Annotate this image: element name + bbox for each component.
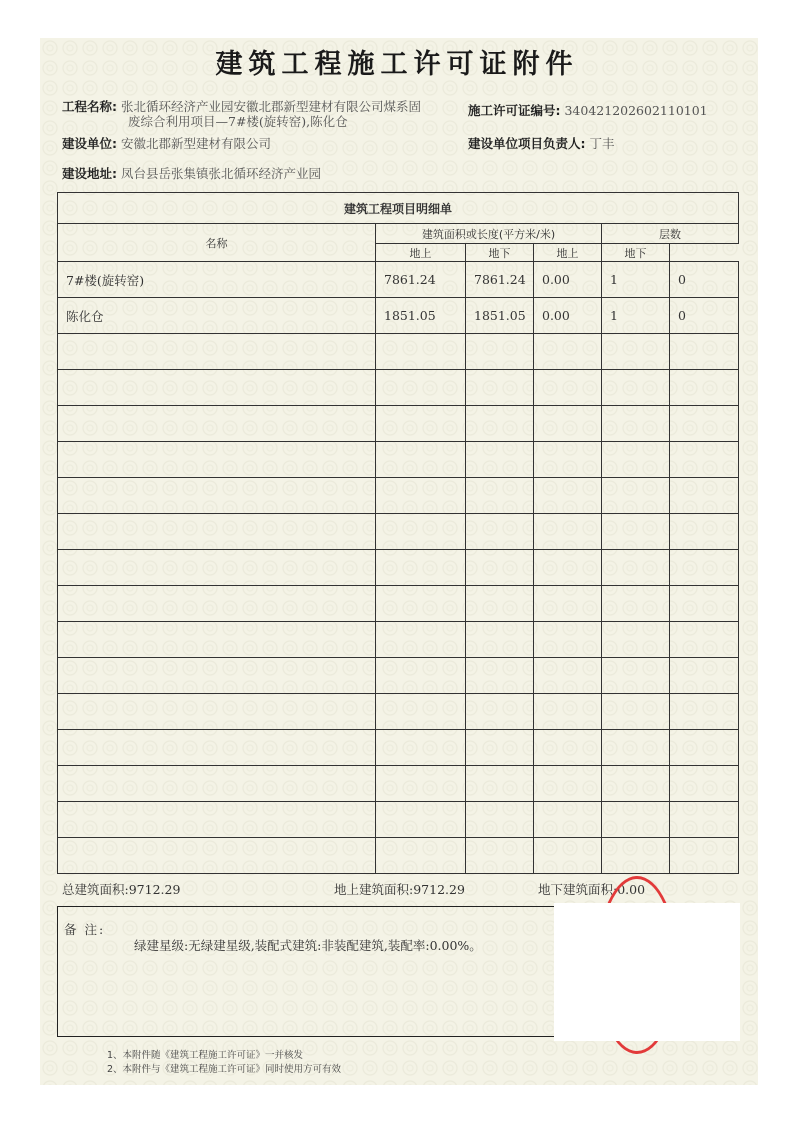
cell-floors-below <box>670 658 739 694</box>
cell-area <box>376 442 466 478</box>
cell-name <box>58 550 376 586</box>
cell-name <box>58 514 376 550</box>
footer-note-2: 2、本附件与《建筑工程施工许可证》同时使用方可有效 <box>107 1064 342 1075</box>
cell-below <box>534 586 602 622</box>
table-row <box>58 262 739 298</box>
cell-above <box>466 766 534 802</box>
cell-floors-above <box>602 334 670 370</box>
col-header-above: 地上 <box>376 244 466 262</box>
redaction-block <box>554 903 740 1041</box>
cell-above <box>466 622 534 658</box>
cell-floors-below <box>670 478 739 514</box>
cell-name <box>58 586 376 622</box>
cell-floors-below: 0 <box>670 298 739 334</box>
cell-floors-above <box>602 586 670 622</box>
cell-below <box>534 694 602 730</box>
cell-above <box>466 334 534 370</box>
cell-floors-above <box>602 478 670 514</box>
cell-below <box>534 766 602 802</box>
cell-below <box>534 802 602 838</box>
cell-name <box>58 442 376 478</box>
table-row <box>58 478 739 514</box>
col-header-floor-below: 地下 <box>602 244 670 262</box>
cell-name <box>58 802 376 838</box>
cell-area <box>376 730 466 766</box>
cell-area <box>376 658 466 694</box>
cell-floors-above <box>602 730 670 766</box>
project-detail-table <box>57 192 739 874</box>
cell-floors-below <box>670 766 739 802</box>
cell-name <box>58 334 376 370</box>
cell-below: 0.00 <box>534 298 602 334</box>
col-header-floor-above: 地上 <box>534 244 602 262</box>
table-row <box>58 298 739 334</box>
cell-floors-above <box>602 370 670 406</box>
table-row <box>58 694 739 730</box>
cell-below <box>534 730 602 766</box>
cell-area <box>376 478 466 514</box>
cell-floors-below <box>670 838 739 874</box>
cell-above <box>466 694 534 730</box>
cell-name: 7#楼(旋转窑) <box>58 262 376 298</box>
cell-above <box>466 730 534 766</box>
cell-floors-above <box>602 766 670 802</box>
table-row <box>58 514 739 550</box>
table-row <box>58 730 739 766</box>
cell-name: 陈化仓 <box>58 298 376 334</box>
cell-name <box>58 694 376 730</box>
cell-floors-below <box>670 802 739 838</box>
cell-above <box>466 442 534 478</box>
col-header-name: 名称 <box>58 224 376 262</box>
cell-name <box>58 406 376 442</box>
table-row <box>58 550 739 586</box>
cell-area: 7861.24 <box>376 262 466 298</box>
cell-below <box>534 622 602 658</box>
address-label: 建设地址: <box>62 166 117 181</box>
document-title: 建筑工程施工许可证附件 <box>215 49 579 80</box>
notes-text: 绿建星级:无绿建星级,装配式建筑:非装配建筑,装配率:0.00%。 <box>134 938 482 953</box>
cell-below <box>534 370 602 406</box>
cell-floors-above <box>602 550 670 586</box>
cell-below <box>534 442 602 478</box>
cell-floors-above: 1 <box>602 298 670 334</box>
builder-value: 安徽北郡新型建材有限公司 <box>120 136 271 151</box>
cell-below <box>534 658 602 694</box>
table-row <box>58 334 739 370</box>
cell-below <box>534 514 602 550</box>
cell-name <box>58 838 376 874</box>
cell-area: 1851.05 <box>376 298 466 334</box>
cell-area <box>376 406 466 442</box>
below-ground-area: 地下建筑面积:0.00 <box>538 882 646 897</box>
builder <box>62 136 271 151</box>
permit-number-label: 施工许可证编号: <box>468 103 561 118</box>
table-row <box>58 370 739 406</box>
table-row <box>58 766 739 802</box>
table-row <box>58 406 739 442</box>
project-name-line2: 废综合利用项目—7#楼(旋转窑),陈化仓 <box>128 114 348 129</box>
cell-above <box>466 586 534 622</box>
permit-number-value: 340421202602110101 <box>564 103 708 118</box>
cell-floors-below <box>670 370 739 406</box>
builder-label: 建设单位: <box>62 136 117 151</box>
total-area: 总建筑面积:9712.29 <box>62 882 181 897</box>
cell-above <box>466 550 534 586</box>
cell-floors-below <box>670 730 739 766</box>
cell-floors-above <box>602 694 670 730</box>
table-row <box>58 838 739 874</box>
cell-name <box>58 622 376 658</box>
col-header-area: 建筑面积或长度(平方米/米) <box>376 224 602 244</box>
table-caption: 建筑工程项目明细单 <box>58 193 739 224</box>
cell-below <box>534 550 602 586</box>
cell-area <box>376 334 466 370</box>
cell-above <box>466 838 534 874</box>
cell-floors-below <box>670 514 739 550</box>
cell-floors-above <box>602 622 670 658</box>
project-name-line1: 张北循环经济产业园安徽北郡新型建材有限公司煤系固 <box>120 99 421 114</box>
cell-above <box>466 406 534 442</box>
cell-above: 1851.05 <box>466 298 534 334</box>
cell-floors-above <box>602 442 670 478</box>
project-name <box>62 99 462 129</box>
col-header-below: 地下 <box>466 244 534 262</box>
cell-floors-below <box>670 334 739 370</box>
cell-below <box>534 838 602 874</box>
cell-name <box>58 478 376 514</box>
cell-floors-above <box>602 658 670 694</box>
cell-floors-above <box>602 838 670 874</box>
address <box>62 166 321 181</box>
permit-number <box>468 103 708 118</box>
cell-above <box>466 514 534 550</box>
cell-floors-below <box>670 622 739 658</box>
cell-area <box>376 694 466 730</box>
project-manager-label: 建设单位项目负责人: <box>468 136 586 151</box>
cell-area <box>376 586 466 622</box>
cell-above <box>466 658 534 694</box>
cell-area <box>376 766 466 802</box>
cell-name <box>58 730 376 766</box>
table-row <box>58 622 739 658</box>
notes-label: 备 注: <box>64 922 106 937</box>
table-row <box>58 802 739 838</box>
cell-floors-below: 0 <box>670 262 739 298</box>
cell-area <box>376 514 466 550</box>
table-row <box>58 442 739 478</box>
cell-area <box>376 370 466 406</box>
cell-below: 0.00 <box>534 262 602 298</box>
cell-floors-above <box>602 802 670 838</box>
cell-name <box>58 658 376 694</box>
cell-floors-below <box>670 406 739 442</box>
cell-area <box>376 622 466 658</box>
table-row <box>58 658 739 694</box>
cell-floors-below <box>670 442 739 478</box>
cell-above <box>466 370 534 406</box>
cell-area <box>376 838 466 874</box>
cell-above <box>466 478 534 514</box>
cell-below <box>534 406 602 442</box>
col-header-floors: 层数 <box>602 224 739 244</box>
cell-name <box>58 370 376 406</box>
cell-above <box>466 802 534 838</box>
cell-below <box>534 334 602 370</box>
project-name-label: 工程名称: <box>62 99 117 114</box>
cell-floors-below <box>670 550 739 586</box>
footer-note-1: 1、本附件随《建筑工程施工许可证》一并核发 <box>107 1050 304 1061</box>
cell-above: 7861.24 <box>466 262 534 298</box>
project-manager-value: 丁丰 <box>589 136 615 151</box>
above-ground-area: 地上建筑面积:9712.29 <box>334 882 465 897</box>
project-manager <box>468 136 615 151</box>
cell-floors-below <box>670 586 739 622</box>
cell-area <box>376 550 466 586</box>
table-row <box>58 586 739 622</box>
cell-area <box>376 802 466 838</box>
cell-below <box>534 478 602 514</box>
cell-floors-above: 1 <box>602 262 670 298</box>
cell-floors-above <box>602 406 670 442</box>
cell-name <box>58 766 376 802</box>
cell-floors-below <box>670 694 739 730</box>
cell-floors-above <box>602 514 670 550</box>
address-value: 凤台县岳张集镇张北循环经济产业园 <box>120 166 321 181</box>
